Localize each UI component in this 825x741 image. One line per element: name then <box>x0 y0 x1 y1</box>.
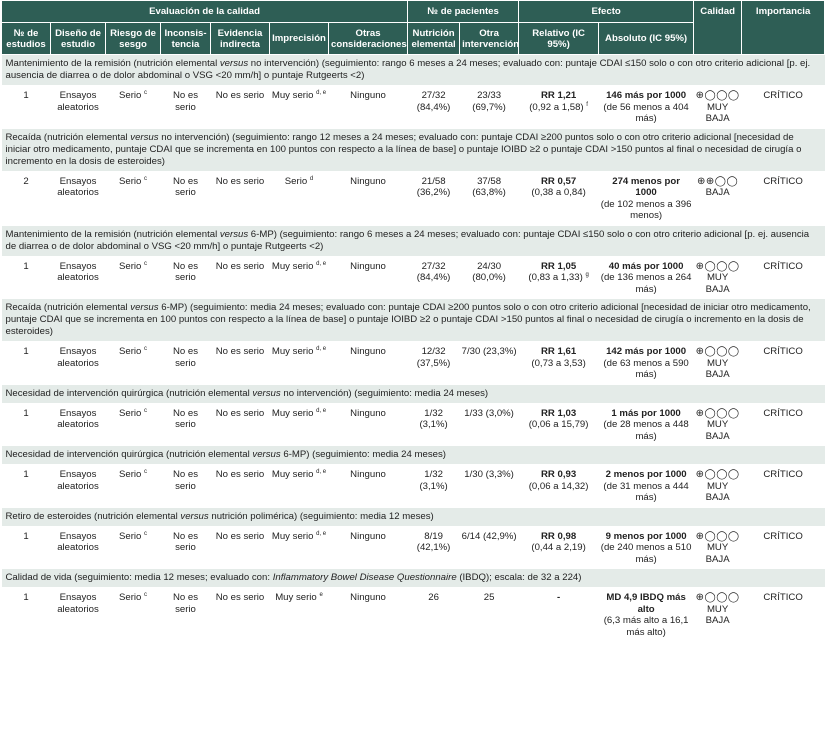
risk-value: Serio <box>118 175 142 187</box>
cell-imprecision <box>270 86 329 129</box>
risk-value: Serio <box>118 592 142 603</box>
cell-inconsistency: No es serio <box>161 171 211 225</box>
grade-certainty-icon: ⊕◯◯◯ <box>695 90 740 101</box>
grade-label: MUY BAJA <box>705 603 730 626</box>
cell-relative <box>519 86 599 129</box>
grade-label: MUY BAJA <box>705 419 730 442</box>
cell-absolute <box>599 465 694 508</box>
cell-indirectness: No es serio <box>211 342 270 385</box>
cell-indirectness: No es serio <box>211 526 270 569</box>
outcome-data-row <box>2 256 825 299</box>
cell-quality <box>694 588 742 642</box>
imprecision-footnote: d, e <box>316 407 327 414</box>
outcome-row <box>2 507 825 526</box>
header-inconsistency: Inconsis-tencia <box>161 23 211 55</box>
risk-footnote: c <box>144 530 148 537</box>
cell-absolute <box>599 403 694 446</box>
cell-elemental-nutrition: 27/32 (84,4%) <box>408 256 460 299</box>
cell-relative <box>519 256 599 299</box>
header-risk-of-bias: Riesgo de sesgo <box>106 23 161 55</box>
relative-risk: - <box>556 592 561 603</box>
risk-footnote: c <box>144 591 148 598</box>
imprecision-value: Muy serio <box>271 260 314 272</box>
outcome-data-row <box>2 465 825 508</box>
outcome-title-rest: nutrición polimérica) (seguimiento: media 12 meses) <box>208 510 434 522</box>
cell-n-studies: 1 <box>2 403 51 446</box>
cell-elemental-nutrition: 1/32 (3,1%) <box>408 403 460 446</box>
cell-inconsistency: No es serio <box>161 86 211 129</box>
outcome-title-text: Mantenimiento de la remisión (nutrición elemental <box>5 228 220 240</box>
cell-elemental-nutrition: 12/32 (37,5%) <box>408 342 460 385</box>
outcome-title <box>2 128 825 171</box>
cell-absolute <box>599 526 694 569</box>
outcome-row <box>2 55 825 86</box>
outcome-title <box>2 55 825 86</box>
relative-risk: RR 0,98 <box>540 530 577 542</box>
absolute-effect: MD 4,9 IBDQ más alto <box>606 592 686 615</box>
cell-other-intervention: 1/30 (3,3%) <box>460 465 519 508</box>
outcome-title-text: Retiro de esteroides (nutrición elemental <box>5 510 181 522</box>
cell-risk-of-bias <box>106 526 161 569</box>
imprecision-value: Muy serio <box>271 346 314 357</box>
outcome-title-text: Calidad de vida (seguimiento: media 12 meses; evaluado con: <box>5 572 273 583</box>
imprecision-footnote: d, e <box>316 89 327 96</box>
cell-absolute <box>599 256 694 299</box>
outcome-title-rest: (IBDQ); escala: de 32 a 224) <box>456 572 582 583</box>
outcome-title-italic: versus <box>219 228 249 240</box>
imprecision-value: Muy serio <box>271 530 314 542</box>
risk-footnote: c <box>144 345 148 352</box>
outcome-title-italic: versus <box>252 449 281 460</box>
cell-inconsistency: No es serio <box>161 588 211 642</box>
outcome-title-italic: versus <box>180 510 209 522</box>
outcome-title-rest: no intervención) (seguimiento: media 24 meses) <box>280 387 489 399</box>
relative-risk: RR 0,93 <box>540 469 577 480</box>
absolute-effect: 146 más por 1000 <box>606 90 687 101</box>
cell-n-studies: 2 <box>2 171 51 225</box>
risk-footnote: c <box>144 260 148 267</box>
cell-other-considerations: Ninguno <box>329 342 408 385</box>
header-n-studies: № de estudios <box>2 23 51 55</box>
header-relative: Relativo (IC 95%) <box>519 23 599 55</box>
header-other-considerations: Otras consideraciones <box>329 23 408 55</box>
outcome-data-row <box>2 588 825 642</box>
header-absolute: Absoluto (IC 95%) <box>599 23 694 55</box>
imprecision-value: Muy serio <box>271 469 314 480</box>
grade-certainty-icon: ⊕◯◯◯ <box>695 346 740 357</box>
cell-inconsistency: No es serio <box>161 342 211 385</box>
absolute-ci: (de 31 menos a 444 más) <box>603 480 689 503</box>
cell-risk-of-bias <box>106 86 161 129</box>
cell-importance: CRÍTICO <box>742 588 825 642</box>
absolute-effect: 9 menos por 1000 <box>605 530 687 542</box>
relative-ci: (0,83 a 1,33) <box>528 272 583 283</box>
cell-inconsistency: No es serio <box>161 256 211 299</box>
cell-n-studies: 1 <box>2 526 51 569</box>
cell-absolute <box>599 171 694 225</box>
cell-n-studies: 1 <box>2 86 51 129</box>
cell-n-studies: 1 <box>2 256 51 299</box>
cell-other-considerations: Ninguno <box>329 256 408 299</box>
relative-ci: (0,38 a 0,84) <box>531 187 586 198</box>
header-importance: Importancia <box>742 1 825 55</box>
cell-other-considerations: Ninguno <box>329 526 408 569</box>
imprecision-value: Serio <box>284 175 308 187</box>
grade-label: BAJA <box>705 187 730 198</box>
header-elemental-nutrition: Nutrición elemental <box>408 23 460 55</box>
cell-importance: CRÍTICO <box>742 171 825 225</box>
cell-inconsistency: No es serio <box>161 403 211 446</box>
cell-relative <box>519 588 599 642</box>
imprecision-footnote: d, e <box>316 260 327 267</box>
grade-label: MUY BAJA <box>705 357 730 380</box>
header-effect: Efecto <box>519 1 694 23</box>
grade-evidence-table <box>1 0 825 641</box>
risk-value: Serio <box>118 346 142 357</box>
outcome-title-text: Recaída (nutrición elemental <box>5 131 131 143</box>
relative-risk: RR 1,05 <box>540 260 577 272</box>
cell-other-intervention: 7/30 (23,3%) <box>460 342 519 385</box>
absolute-ci: (de 28 menos a 448 más) <box>603 419 689 442</box>
cell-indirectness: No es serio <box>211 171 270 225</box>
grade-certainty-icon: ⊕⊕◯◯ <box>697 175 739 187</box>
outcome-title-italic: versus <box>219 58 249 69</box>
header-imprecision: Imprecisión <box>270 23 329 55</box>
header-indirectness: Evidencia indirecta <box>211 23 270 55</box>
imprecision-value: Muy serio <box>271 90 314 101</box>
cell-importance: CRÍTICO <box>742 526 825 569</box>
absolute-ci: (de 102 menos a 396 menos) <box>600 198 692 221</box>
cell-risk-of-bias <box>106 342 161 385</box>
outcome-title <box>2 507 825 526</box>
absolute-effect: 274 menos por 1000 <box>612 175 680 198</box>
ci-footnote: f <box>586 101 588 108</box>
outcome-title <box>2 225 825 256</box>
cell-other-considerations: Ninguno <box>329 465 408 508</box>
outcome-title <box>2 569 825 588</box>
outcome-title-rest: no intervención) (seguimiento: rango 6 meses a 24 meses; evaluado con: puntaje CDAI ≤150 solo o con otro criterio adicional [p. ej. ausencia de diarrea o de dolor abdominal o VSG <20 mm/h] o puntaje Rutgeerts <2) <box>5 58 811 81</box>
cell-elemental-nutrition: 1/32 (3,1%) <box>408 465 460 508</box>
header-patients: № de pacientes <box>408 1 519 23</box>
grade-certainty-icon: ⊕◯◯◯ <box>695 260 740 272</box>
cell-risk-of-bias <box>106 403 161 446</box>
imprecision-value: Muy serio <box>275 592 317 603</box>
risk-value: Serio <box>118 407 142 419</box>
cell-quality <box>694 171 742 225</box>
cell-other-intervention: 1/33 (3,0%) <box>460 403 519 446</box>
cell-importance: CRÍTICO <box>742 403 825 446</box>
cell-indirectness: No es serio <box>211 588 270 642</box>
cell-elemental-nutrition: 21/58 (36,2%) <box>408 171 460 225</box>
outcome-title <box>2 446 825 465</box>
outcome-row <box>2 446 825 465</box>
outcome-title-text: Mantenimiento de la remisión (nutrición elemental <box>5 58 220 69</box>
cell-imprecision <box>270 403 329 446</box>
relative-ci: (0,06 a 15,79) <box>528 419 589 430</box>
absolute-ci: (de 56 menos a 404 más) <box>603 101 689 124</box>
cell-quality <box>694 86 742 129</box>
cell-relative <box>519 526 599 569</box>
outcome-title-text: Recaída (nutrición elemental <box>5 302 131 313</box>
relative-risk: RR 0,57 <box>540 175 577 187</box>
absolute-effect: 1 más por 1000 <box>611 407 681 419</box>
cell-other-considerations: Ninguno <box>329 171 408 225</box>
absolute-effect: 40 más por 1000 <box>608 260 684 272</box>
cell-elemental-nutrition: 8/19 (42,1%) <box>408 526 460 569</box>
risk-value: Serio <box>118 530 142 542</box>
relative-risk: RR 1,03 <box>540 407 577 419</box>
risk-footnote: c <box>144 89 148 96</box>
cell-other-intervention: 23/33 (69,7%) <box>460 86 519 129</box>
cell-study-design: Ensayos aleatorios <box>51 465 106 508</box>
cell-quality <box>694 403 742 446</box>
cell-relative <box>519 342 599 385</box>
risk-footnote: c <box>144 407 148 414</box>
header-quality-assessment: Evaluación de la calidad <box>2 1 408 23</box>
cell-risk-of-bias <box>106 588 161 642</box>
cell-absolute <box>599 588 694 642</box>
absolute-effect: 2 menos por 1000 <box>605 469 687 480</box>
cell-imprecision <box>270 588 329 642</box>
outcome-title-italic: versus <box>252 387 281 399</box>
cell-other-intervention: 24/30 (80,0%) <box>460 256 519 299</box>
outcome-title <box>2 299 825 342</box>
cell-imprecision <box>270 342 329 385</box>
absolute-effect: 142 más por 1000 <box>606 346 687 357</box>
cell-study-design: Ensayos aleatorios <box>51 526 106 569</box>
cell-study-design: Ensayos aleatorios <box>51 588 106 642</box>
grade-certainty-icon: ⊕◯◯◯ <box>695 469 740 480</box>
cell-imprecision <box>270 465 329 508</box>
cell-other-considerations: Ninguno <box>329 403 408 446</box>
imprecision-footnote: d <box>309 175 314 182</box>
absolute-ci: (6,3 más alto a 16,1 más alto) <box>603 615 689 638</box>
grade-label: MUY BAJA <box>705 480 730 503</box>
cell-imprecision <box>270 171 329 225</box>
cell-imprecision <box>270 256 329 299</box>
cell-importance: CRÍTICO <box>742 465 825 508</box>
outcome-title <box>2 384 825 403</box>
cell-study-design: Ensayos aleatorios <box>51 256 106 299</box>
cell-risk-of-bias <box>106 256 161 299</box>
cell-relative <box>519 465 599 508</box>
table-header <box>2 1 825 55</box>
cell-quality <box>694 465 742 508</box>
absolute-ci: (de 240 menos a 510 más) <box>600 542 692 565</box>
cell-study-design: Ensayos aleatorios <box>51 171 106 225</box>
grade-label: MUY BAJA <box>705 272 730 295</box>
cell-elemental-nutrition: 27/32 (84,4%) <box>408 86 460 129</box>
outcome-row <box>2 225 825 256</box>
cell-other-considerations: Ninguno <box>329 588 408 642</box>
outcome-row <box>2 569 825 588</box>
cell-indirectness: No es serio <box>211 465 270 508</box>
grade-certainty-icon: ⊕◯◯◯ <box>695 407 740 419</box>
cell-n-studies: 1 <box>2 588 51 642</box>
risk-footnote: c <box>144 468 148 475</box>
cell-inconsistency: No es serio <box>161 465 211 508</box>
cell-other-intervention: 37/58 (63,8%) <box>460 171 519 225</box>
absolute-ci: (de 63 menos a 590 más) <box>603 357 689 380</box>
risk-value: Serio <box>118 469 142 480</box>
cell-other-considerations: Ninguno <box>329 86 408 129</box>
imprecision-footnote: e <box>319 591 323 598</box>
absolute-ci: (de 136 menos a 264 más) <box>600 272 692 295</box>
outcome-data-row <box>2 342 825 385</box>
cell-other-intervention: 25 <box>460 588 519 642</box>
cell-n-studies: 1 <box>2 342 51 385</box>
cell-quality <box>694 526 742 569</box>
imprecision-footnote: d, e <box>316 345 327 352</box>
cell-n-studies: 1 <box>2 465 51 508</box>
cell-inconsistency: No es serio <box>161 526 211 569</box>
outcome-title-text: Necesidad de intervención quirúrgica (nutrición elemental <box>5 449 253 460</box>
risk-value: Serio <box>118 260 142 272</box>
outcome-title-rest: 6-MP) (seguimiento: media 24 meses) <box>280 449 446 460</box>
outcome-data-row <box>2 171 825 225</box>
relative-ci: (0,06 a 14,32) <box>528 480 589 492</box>
imprecision-footnote: d, e <box>316 530 327 537</box>
ci-footnote: g <box>585 271 589 278</box>
cell-study-design: Ensayos aleatorios <box>51 403 106 446</box>
cell-quality <box>694 256 742 299</box>
cell-absolute <box>599 86 694 129</box>
imprecision-footnote: d, e <box>316 468 327 475</box>
table-body <box>2 55 825 642</box>
outcome-row <box>2 299 825 342</box>
outcome-data-row <box>2 403 825 446</box>
cell-indirectness: No es serio <box>211 256 270 299</box>
cell-indirectness: No es serio <box>211 86 270 129</box>
outcome-title-italic: versus <box>130 131 159 143</box>
outcome-title-italic: versus <box>130 302 159 313</box>
outcome-row <box>2 128 825 171</box>
imprecision-value: Muy serio <box>271 407 314 419</box>
grade-label: MUY BAJA <box>705 542 730 565</box>
grade-certainty-icon: ⊕◯◯◯ <box>695 530 740 542</box>
cell-relative <box>519 403 599 446</box>
cell-imprecision <box>270 526 329 569</box>
outcome-data-row <box>2 526 825 569</box>
cell-elemental-nutrition: 26 <box>408 588 460 642</box>
grade-label: MUY BAJA <box>705 101 730 124</box>
cell-other-intervention: 6/14 (42,9%) <box>460 526 519 569</box>
cell-importance: CRÍTICO <box>742 86 825 129</box>
cell-indirectness: No es serio <box>211 403 270 446</box>
outcome-title-rest: no intervención) (seguimiento: rango 12 meses a 24 meses; evaluado con: puntaje CDAI ≥200 puntos solo o con otro criterio adicional [necesidad de iniciar otro medicamento, puntaje CDAI que se incrementa en 100 puntos con respecto a la línea de base] o puntaje IOIBD ≥2 o puntaje CDAI >150 puntos al final o necesidad de cirugía o incremento en la dosis de esteroides) <box>5 131 802 167</box>
outcome-title-text: Necesidad de intervención quirúrgica (nutrición elemental <box>5 387 253 399</box>
relative-ci: (0,92 a 1,58) <box>529 101 584 113</box>
outcome-title-italic: Inflammatory Bowel Disease Questionnaire <box>272 572 457 583</box>
cell-absolute <box>599 342 694 385</box>
cell-quality <box>694 342 742 385</box>
risk-footnote: c <box>144 175 148 182</box>
cell-study-design: Ensayos aleatorios <box>51 342 106 385</box>
relative-risk: RR 1,21 <box>540 90 577 101</box>
grade-certainty-icon: ⊕◯◯◯ <box>695 592 740 603</box>
relative-risk: RR 1,61 <box>540 346 577 357</box>
cell-relative <box>519 171 599 225</box>
cell-risk-of-bias <box>106 171 161 225</box>
outcome-title-rest: 6-MP) (seguimiento: media 24 meses; evaluado con: puntaje CDAI ≥200 puntos solo o con otro criterio adicional [necesidad de iniciar otro medicamento, puntaje CDAI que se incrementa en 100 puntos con respecto a la línea de base] o puntaje IOIBD ≥2 o puntaje CDAI >150 puntos al final o necesidad de cirugía o incremento en la dosis de esteroides) <box>5 302 811 337</box>
header-study-design: Diseño de estudio <box>51 23 106 55</box>
relative-ci: (0,73 a 3,53) <box>531 357 586 369</box>
cell-study-design: Ensayos aleatorios <box>51 86 106 129</box>
header-other-intervention: Otra intervención <box>460 23 519 55</box>
outcome-title-rest: 6-MP) (seguimiento: rango 6 meses a 24 meses; evaluado con: puntaje CDAI ≤150 solo o con otro criterio adicional [p. ej. ausencia de diarrea o de dolor abdominal o VSG <20 mm/h] o puntaje Rutgeerts <2) <box>5 228 810 252</box>
cell-risk-of-bias <box>106 465 161 508</box>
header-quality: Calidad <box>694 1 742 55</box>
outcome-row <box>2 384 825 403</box>
cell-importance: CRÍTICO <box>742 342 825 385</box>
risk-value: Serio <box>118 90 142 101</box>
relative-ci: (0,44 a 2,19) <box>531 542 586 553</box>
outcome-data-row <box>2 86 825 129</box>
cell-importance: CRÍTICO <box>742 256 825 299</box>
